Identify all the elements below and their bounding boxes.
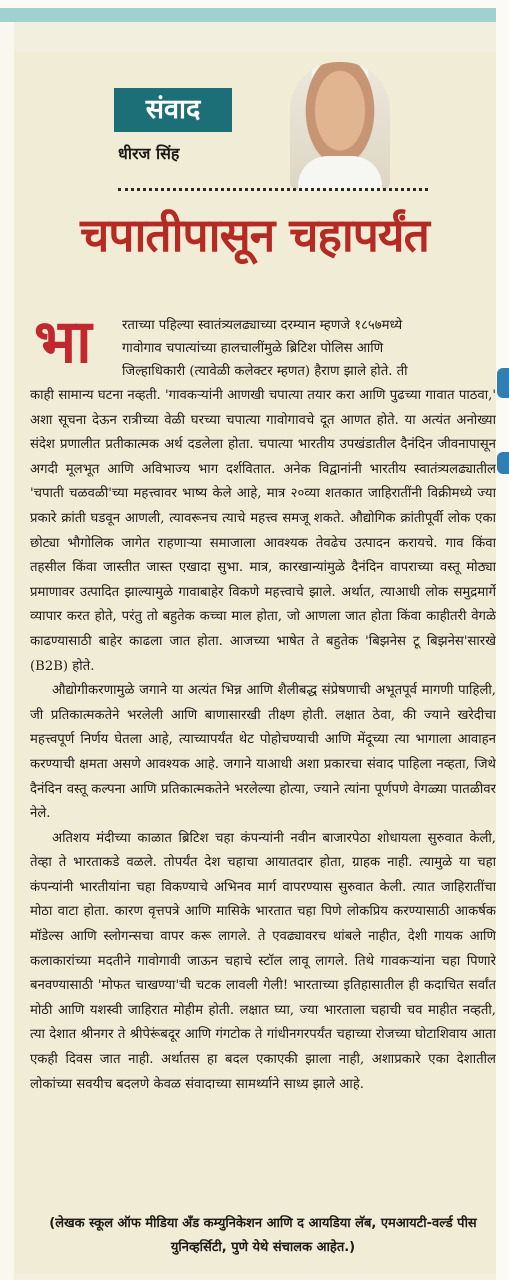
paragraph: औद्योगीकरणामुळे जगाने या अत्यंत भिन्न आणि शैलीबद्ध संप्रेषणाची अभूतपूर्व मागणी पाहिली, जी प्रतिकात्मकतेने भरलेली आणि बाणासारखी तीक्ष्ण होती. लक्षात ठेवा, की ज्याने खरेदीचा महत्त्वपूर्ण निर्णय घेतला आहे, त्याच्यापर्यंत थेट पोहोचण्याची आणि मेंदूच्या त्या भागाला आवाहन करण्याची क्षमता असणे आवश्यक आहे. जगाने याआधी अशा प्रकारचा संवाद पाहिला नव्हता, जिथे दैनंदिन वस्तू कल्पना आणि प्रतिकात्मकतेने भरलेल्या होत्या, ज्याने त्यांना पूर्णपणे वेगळ्या पातळीवर नेले.	[30, 683, 496, 822]
drop-cap: भा	[34, 307, 92, 377]
author-photo	[290, 62, 390, 190]
binder-clip-icon	[497, 452, 509, 474]
top-strip	[0, 0, 509, 22]
paragraph: अतिशय मंदीच्या काळात ब्रिटिश चहा कंपन्यांनी नवीन बाजारपेठा शोधायला सुरुवात केली, तेव्हा ते भारताकडे वळले. तोपर्यंत देश चहाचा आयातदार होता, ग्राहक नाही. त्यामुळे या चहा कंपन्यांनी भारतीयांना चहा विकण्याचे अभिनव मार्ग वापरण्यास सुरुवात केली. त्यात जाहिरातींचा मोठा वाटा होता. कारण वृत्तपत्रे आणि मासिके भारतात चहा पिणे लोकप्रिय करण्यासाठी आकर्षक मॉडेल्स आणि स्लोगन्सचा वापर करू लागले. ते एवढ्यावरच थांबले नाहीत, देशी गायक आणि कलाकारांच्या मदतीने गावोगावी जाऊन चहाचे स्टॉल लावू लागले. तिथे गावकऱ्यांना चहा पिणारे बनवण्यासाठी 'मोफत चाखण्या'ची चटक लावली गेली! भारताच्या इतिहासातील ही कदाचित सर्वांत मोठी आणि यशस्वी जाहिरात मोहीम होती. लक्षात घ्या, ज्या भारताला चहाची चव माहीत नव्हती, त्या देशात श्रीनगर ते श्रीपेरूंबदूर आणि गंगटोक ते गांधीनगरपर्यंत चहाच्या रोजच्या घोटाशिवाय आता एकही दिवस जात नाही. अर्थातस हा बदल एकाएकी झाला नाही, अशाप्रकारे एका देशातील लोकांच्या सवयीच बदलणे केवळ संवादाच्या सामर्थ्याने साध्य झाले आहे.	[30, 830, 496, 1092]
author-name: धीरज सिंह	[118, 144, 180, 163]
byline-divider	[118, 188, 428, 191]
teal-bar	[0, 8, 496, 22]
section-label: संवाद	[114, 88, 232, 132]
lead-line: गावोगाव चपात्यांच्या हालचालींमुळे ब्रिटिश पोलिस आणि	[122, 341, 384, 356]
author-note: (लेखक स्कूल ऑफ मीडिया अँड कम्युनिकेशन आणि द आयडिया लॅब, एमआयटी-वर्ल्ड पीस युनिव्हर्सिटी, पुणे येथे संचालक आहेत.)	[49, 1216, 477, 1255]
lead-line: जिल्हाधिकारी (त्यावेळी कलेक्टर म्हणत) हैराण झाले होते. ती	[122, 364, 408, 379]
binder-clip-icon	[497, 368, 509, 398]
author-shirt	[298, 156, 382, 190]
paragraph: काही सामान्य घटना नव्हती. 'गावकऱ्यांनी आणखी चपात्या तयार करा आणि पुढच्या गावात पाठवा,' अशा सूचना देऊन रात्रीच्या वेळी घरच्या चपात्या गावोगावचे दूत आणत होते. या अत्यंत अनोख्या संदेश प्रणालीत प्रतीकात्मक अर्थ दडलेला होता. चपात्या भारतीय उपखंडातील दैनंदिन जीवनापासून अगदी मूलभूत आणि अविभाज्य भाग दर्शवितात. अनेक विद्वानांनी भारतीय स्वातंत्र्यलढ्यातील 'चपाती चळवळी'च्या महत्त्वावर भाष्य केले आहे, मात्र २०व्या शतकात जाहिरातींनी विक्रीमध्ये ज्या प्रकारे क्रांती घडवून आणली, त्यावरूनच त्याचे महत्त्व समजू शकते. औद्योगिक क्रांतीपूर्वी लोक एका छोट्या भौगोलिक जागेत राहणाऱ्या समाजाला आवश्यक तेवढेच उत्पादन करायचे. गाव किंवा तहसील किंवा जास्तीत जास्त एखादा सुभा. मात्र, कारखान्यांमुळे दैनंदिन वापराच्या वस्तू मोठ्या प्रमाणावर उत्पादित झाल्यामुळे गावाबाहेर विकणे महत्त्वाचे झाले. अर्थात, त्याआधी लोक समुद्रमार्गे व्यापार करत होते, परंतु तो बहुतेक कच्चा माल होता, जो आणला जात होता किंवा काहीतरी वेगळे काढण्यासाठी बाहेर काढला जात होता. आजच्या भाषेत ते बहुतेक 'बिझनेस टू बिझनेस'सारखे (B2B) होते.	[30, 388, 496, 674]
headline: चपातीपासून चहापर्यंत	[80, 208, 429, 262]
lead-line: रताच्या पहिल्या स्वातंत्र्यलढ्याच्या दरम्यान म्हणजे १८५७मध्ये	[122, 318, 403, 333]
article-body	[30, 384, 496, 1210]
